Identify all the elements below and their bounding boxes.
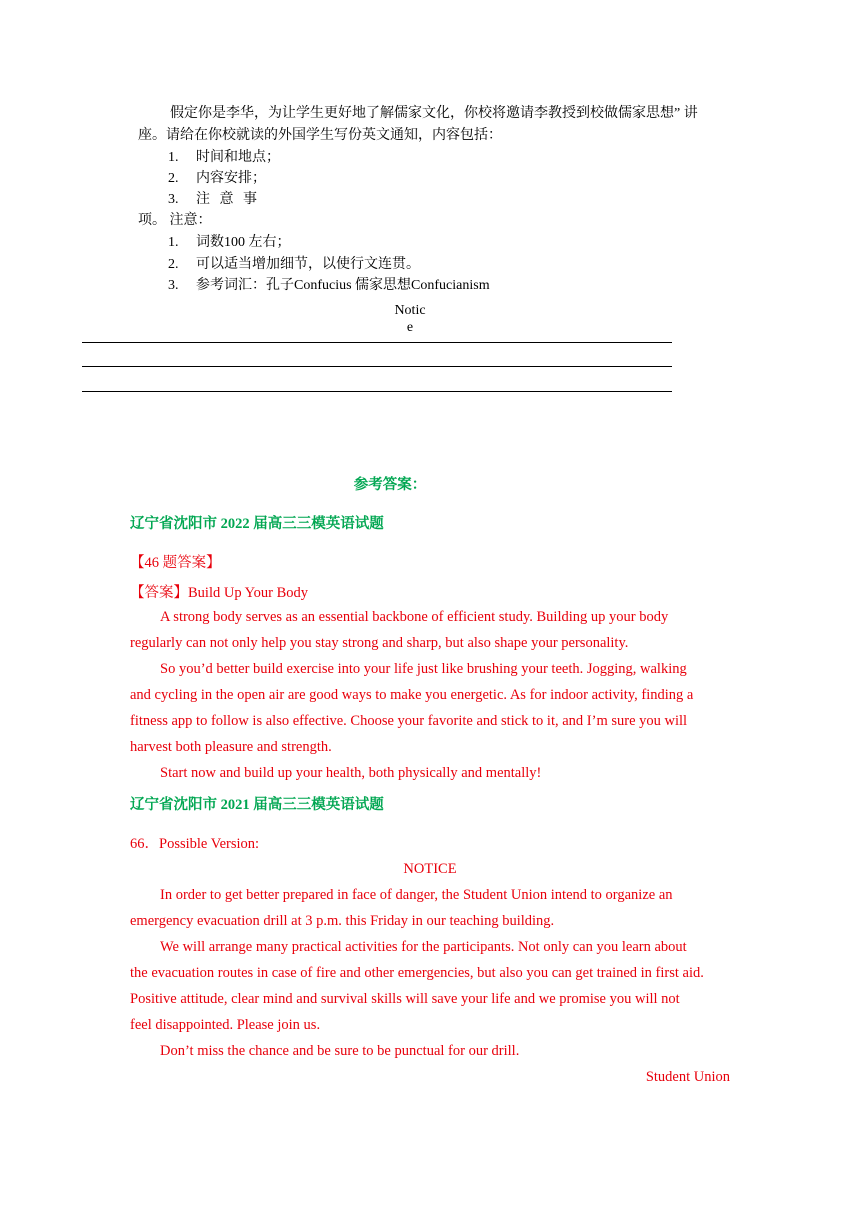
essay-line: We will arrange many practical activities for the participants. Not only can you learn about xyxy=(160,939,687,955)
list-item-text: 时间和地点； xyxy=(196,150,280,165)
list-item-text: 可以适当增加细节，以使行文连贯。 xyxy=(196,257,420,272)
list-item xyxy=(168,276,179,296)
list-item-number: 2. xyxy=(168,171,179,186)
section1-label: 【46 题答案】 xyxy=(130,555,221,571)
list-item-number: 3. xyxy=(168,192,179,207)
essay-line: So you’d better build exercise into your life just like brushing your teeth. Jogging, walking xyxy=(160,661,687,677)
section2-label: 66．Possible Version: xyxy=(130,836,260,852)
list-item-number: 1. xyxy=(168,150,179,165)
list-item-text: 词数100 左右； xyxy=(196,235,291,250)
essay-line: Positive attitude, clear mind and survival skills will save your life and we promise you will not xyxy=(130,991,680,1007)
writing-line xyxy=(82,342,672,343)
essay-line: feel disappointed. Please join us. xyxy=(130,1017,321,1033)
wrap-line: 项。 注意： xyxy=(138,213,212,228)
notice-label-line1: Notic xyxy=(394,303,426,318)
notice-label-line2: e xyxy=(406,320,414,335)
list-item-text: 参考词汇：孔子Confucius 儒家思想Confucianism xyxy=(196,278,490,293)
question-intro-line2: 座。请给在你校就读的外国学生写份英文通知，内容包括： xyxy=(138,128,502,143)
section1-title: 辽宁省沈阳市 2022 届高三三模英语试题 xyxy=(130,516,384,532)
writing-line xyxy=(82,391,672,392)
section2-notice-title: NOTICE xyxy=(403,861,457,877)
list-item-text: 内容安排； xyxy=(196,171,266,186)
list-item xyxy=(168,148,179,168)
list-item xyxy=(168,255,179,275)
essay-line: Start now and build up your health, both physically and mentally! xyxy=(160,765,542,781)
signature: Student Union xyxy=(645,1069,730,1085)
list-item xyxy=(168,190,179,210)
essay-line: the evacuation routes in case of fire and other emergencies, but also you can get trained in first aid. xyxy=(130,965,704,981)
list-item-number: 3. xyxy=(168,278,179,293)
list-item xyxy=(168,233,179,253)
essay-line: A strong body serves as an essential backbone of efficient study. Building up your body xyxy=(160,609,669,625)
essay-line: emergency evacuation drill at 3 p.m. this Friday in our teaching building. xyxy=(130,913,555,929)
section1-answer-title: 【答案】Build Up Your Body xyxy=(130,585,309,601)
list-item-number: 1. xyxy=(168,235,179,250)
writing-line xyxy=(82,366,672,367)
answers-heading: 参考答案： xyxy=(353,477,427,493)
essay-line: and cycling in the open air are good ways to make you energetic. As for indoor activity, finding a xyxy=(130,687,694,703)
essay-line: harvest both pleasure and strength. xyxy=(130,739,332,755)
section2-title: 辽宁省沈阳市 2021 届高三三模英语试题 xyxy=(130,797,384,813)
essay-line: regularly can not only help you stay strong and sharp, but also shape your personality. xyxy=(130,635,629,651)
list-item-number: 2. xyxy=(168,257,179,272)
essay-line: In order to get better prepared in face of danger, the Student Union intend to organize an xyxy=(160,887,673,903)
question-intro-line1: 假定你是李华，为让学生更好地了解儒家文化，你校将邀请李教授到校做儒家思想” 讲 xyxy=(170,106,698,121)
list-item xyxy=(168,169,179,189)
essay-line: Don’t miss the chance and be sure to be punctual for our drill. xyxy=(160,1043,520,1059)
list-item-text: 注 意 事 xyxy=(196,192,260,207)
essay-line: fitness app to follow is also effective. Choose your favorite and stick to it, and I’m sure you will xyxy=(130,713,688,729)
